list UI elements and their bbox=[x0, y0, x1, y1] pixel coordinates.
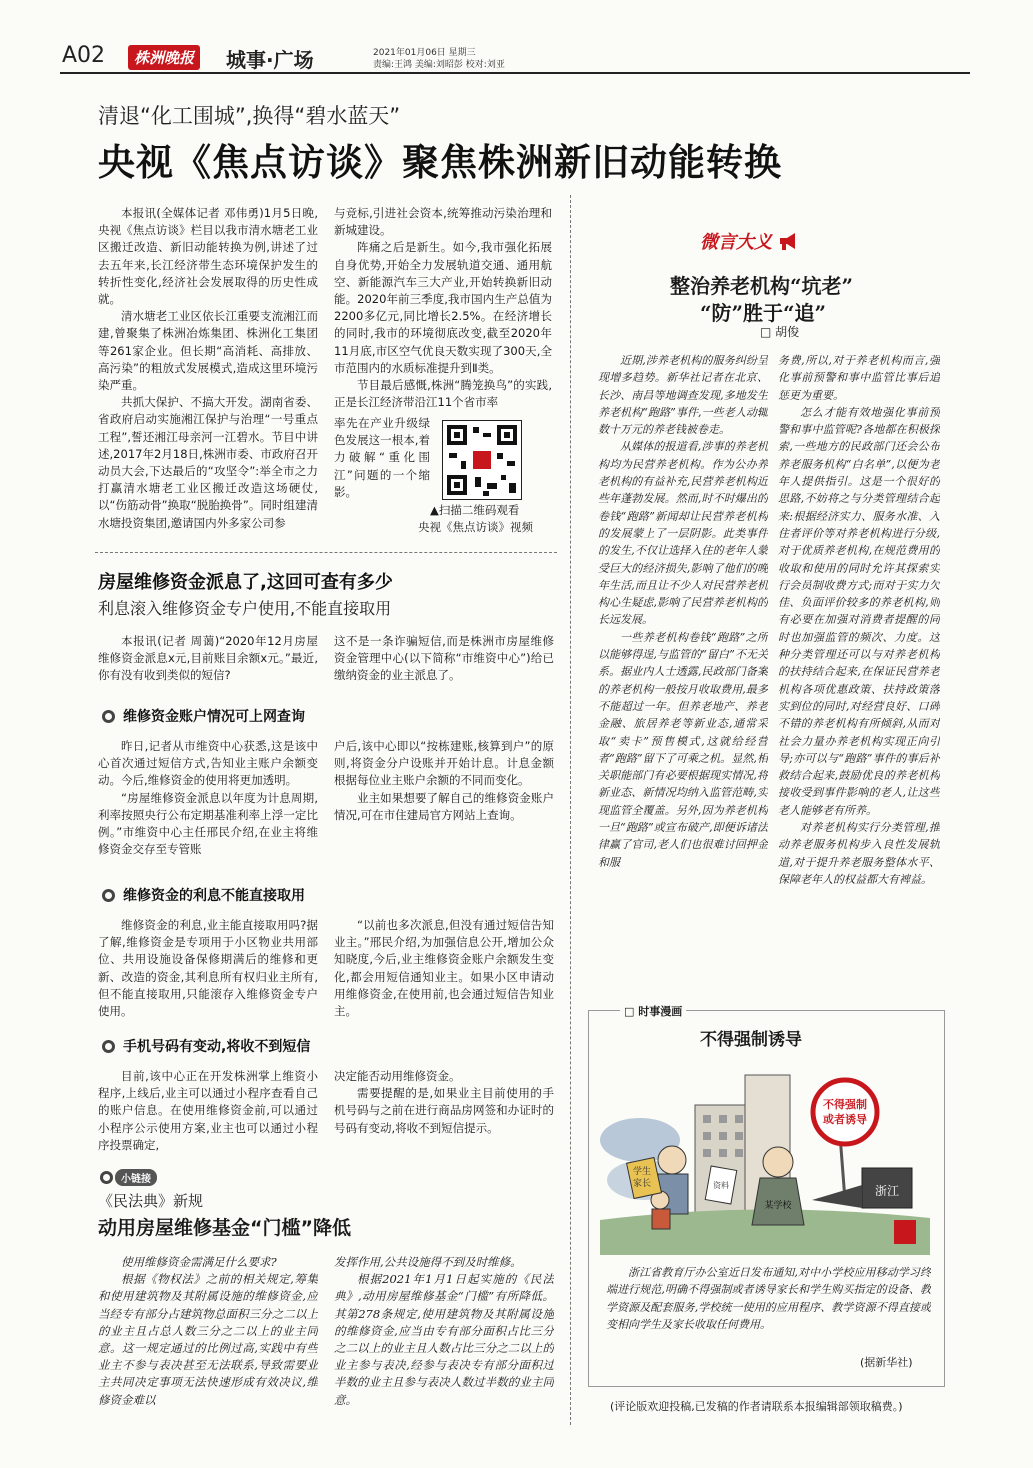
lead-paragraph: 共抓大保护、不搞大开发。湖南省委、省政府启动实施湘江保护与治理“一号重点工程”,誓还湘江母亲河一江碧水。节目中讲述,2017年2月18日,株洲市委、市政府召开动员大会,下达最后的“攻坚令”:举全市之力打赢清水塘老工业区搬迁改造这场硬仗,以“伤筋动骨”换取“脱胎换骨”。同时组建清水塘投资集团,邀请国内外多家公司参 bbox=[98, 395, 318, 530]
repair-section-2-right bbox=[334, 917, 554, 1022]
repair-section-3-right bbox=[334, 1068, 554, 1156]
warning-sign bbox=[813, 1080, 877, 1144]
lead-paragraph: 节目最后感慨,株洲“腾笼换鸟”的实践,正是长江经济带沿江11个省市率 bbox=[334, 378, 552, 410]
bullet-icon bbox=[102, 710, 115, 723]
repair-intro-left bbox=[98, 633, 318, 703]
cartoon-title: 不得强制诱导 bbox=[700, 1030, 802, 1050]
repair-paragraph: 需要提醒的是,如果业主目前使用的手机号码与之前在进行商品房网签和办证时的号码有变动,将收不到短信提示。 bbox=[334, 1086, 554, 1135]
opinion-title-line-1: 整治养老机构“坑老” bbox=[670, 274, 854, 298]
lead-column-2-wrap bbox=[334, 415, 430, 525]
opinion-paragraph: 从媒体的报道看,涉事的养老机构均为民营养老机构。作为公办养老机构的有益补充,民营养老机构近些年蓬勃发展。然而,时不时爆出的卷钱“跑路”新闻却让民营养老机构的发展蒙上了一层阴影。此类事件的发生,不仅让选择入住的老年人蒙受巨大的经济损失,影响了他们的晚年生活,而且让不少人对民营养老机构心生疑虑,影响了民营养老机构的长远发展。 bbox=[598, 440, 768, 627]
opinion-byline: □ 胡俊 bbox=[760, 325, 800, 339]
lead-column-2 bbox=[334, 205, 552, 415]
lead-headline: 央视《焦点访谈》聚焦株洲新旧动能转换 bbox=[98, 141, 782, 184]
repair-section-3-heading: 手机号码有变动,将收不到短信 bbox=[102, 1036, 310, 1056]
header-rule bbox=[60, 72, 970, 74]
link-column-left bbox=[98, 1254, 318, 1424]
link-paragraph: 根据2021年1月1日起实施的《民法典》,动用房屋维修基金“门槛”有所降低。其第278条规定,使用建筑物及其附属设施的维修资金,应当由专有部分面积占比三分之二以上的业主且人数占比三分之二以上的业主参与表决,经参与表决专有部分面积过半数的业主且参与表决人数过半数的业主同意。 bbox=[334, 1272, 554, 1407]
region-label: 浙江 bbox=[874, 1184, 900, 1198]
lead-column-1 bbox=[98, 205, 318, 535]
lead-kicker: 清退“化工围城”,换得“碧水蓝天” bbox=[98, 104, 401, 128]
repair-headline: 房屋维修资金派息了,这回可查有多少 bbox=[98, 572, 393, 593]
sign-text-line-1: 不得强制 bbox=[823, 1098, 867, 1111]
link-paragraph: 发挥作用,公共设施得不到及时维修。 bbox=[334, 1255, 522, 1269]
staff-credits: 责编:王鸿 美编:刘昭彭 校对:刘亚 bbox=[373, 60, 505, 70]
repair-paragraph: 目前,该中心正在开发株洲掌上维资小程序,上线后,业主可以通过小程序查看自己的账户信息。在使用维修资金前,可以通过小程序公示使用方案,业主也可以通过小程序投票确定, bbox=[98, 1069, 318, 1152]
book-label-line-1: 学生 bbox=[632, 1167, 652, 1177]
document-label: 资料 bbox=[713, 1181, 729, 1190]
repair-paragraph: 维修资金的利息,业主能直接取用吗?据了解,维修资金是专项用于小区物业共用部位、共用设施设备保修期满后的维修和更新、改造的资金,其利息所有权归业主所有,但不能直接取用,只能滚存入维修资金专户使用。 bbox=[98, 918, 318, 1019]
issue-date: 2021年01月06日 星期三 bbox=[373, 48, 476, 58]
sign-text-line-2: 或者诱导 bbox=[823, 1113, 867, 1126]
qr-caption-line-2: 央视《焦点访谈》视频 bbox=[418, 520, 533, 534]
repair-section-2-left bbox=[98, 917, 318, 1022]
lead-paragraph: 与竞标,引进社会资本,统筹推动污染治理和新城建设。 bbox=[334, 206, 552, 238]
qr-caption-line-1: ▲扫描二维码观看 bbox=[430, 503, 520, 517]
cartoon-tag: □ 时事漫画 bbox=[620, 1003, 686, 1019]
cartoon-caption-text: 浙江省教育厅办公室近日发布通知,对中小学校应用移动学习终端进行规范,明确不得强制或者诱导家长和学生购买指定的设备、教学资源及配套服务,学校统一使用的应用程序、教学资源不得直接或变相向学生及家长收取任何费用。 bbox=[606, 1266, 931, 1331]
opinion-paragraph: 务费,所以,对于养老机构而言,强化事前预警和事中监管比事后追惩更为重要。 bbox=[778, 354, 940, 402]
repair-paragraph: “以前也多次派息,但没有通过短信告知业主。”邢民介绍,为加强信息公开,增加公众知晓度,今后,业主维修资金账户余额发生变化,都会用短信通知业主。如果小区申请动用维修资金,在使用前,也会通过短信告知业主。 bbox=[334, 918, 554, 1019]
bullet-icon bbox=[102, 889, 115, 902]
cartoon-caption bbox=[606, 1264, 931, 1344]
bullet-icon bbox=[100, 1171, 113, 1184]
repair-intro-right bbox=[334, 633, 554, 703]
opinion-column-left bbox=[598, 352, 768, 994]
opinion-column-right bbox=[778, 352, 940, 994]
opinion-paragraph: 对养老机构实行分类管理,推动养老服务机构步入良性发展轨道,对于提升养老服务整体水平、保障老年人的权益都大有裨益。 bbox=[778, 821, 940, 886]
link-headline: 动用房屋维修基金“门槛”降低 bbox=[98, 1217, 351, 1239]
link-kicker: 《民法典》新规 bbox=[98, 1192, 204, 1210]
masthead-logo: 株洲晚报 bbox=[128, 45, 200, 70]
lead-paragraph: 阵痛之后是新生。如今,我市强化拓展自身优势,开始全力发展轨道交通、通用航空、新能源汽车三大产业,开始转换新旧动能。2020年前三季度,我市国内生产总值为2200多亿元,同比增长2.5%。在经济增长的同时,我市的环境彻底改变,截至2020年11月底,市区空气优良天数实现了300天,全市范围内的水质标准提升到Ⅱ类。 bbox=[334, 240, 552, 375]
repair-paragraph: 户后,该中心即以“按栋建账,核算到户”的原则,将资金分户设账并开始计息。计息金额根据每位业主账户余额的不同而变化。 bbox=[334, 739, 554, 788]
opinion-paragraph: 怎么才能有效地强化事前预警和事中监管呢?各地都在积极探索,一些地方的民政部门还会公布养老服务机构“白名单”,以便为老年人提供指引。这是一个很好的思路,不妨将之与分类管理结合起来:根据经济实力、服务水准、入住者评价等对养老机构进行分级,对于优质养老机构,在规范费用的收取和使用的同时允许其探索实行会员制收费方式;而对于实力欠佳、负面评价较多的养老机构,则有必要在加强对消费者提醒的同时也加强监管的频次、力度。这种分类管理还可以与对养老机构的扶持结合起来,在保证民营养老机构各项优惠政策、扶持政策落实到位的同时,对经营良好、口碑不错的养老机构有所倾斜,从而对社会力量办养老机构实现正向引导;亦可以与“跑路”事件的事后补救结合起来,鼓励优良的养老机构接收受到事件影响的老人,让这些老人能够老有所养。 bbox=[778, 405, 940, 817]
book-label-line-2: 家长 bbox=[632, 1179, 652, 1189]
lead-paragraph: 本报讯(全媒体记者 邓伟勇)1月5日晚,央视《焦点访谈》栏目以我市清水塘老工业区搬迁改造、新旧动能转换为例,讲述了过去五年来,长江经济带生态环境保护发生的转折性变化,经济社会发展取得的历史性成就。 bbox=[98, 206, 318, 307]
repair-paragraph: 这不是一条诈骗短信,而是株洲市房屋维修资金管理中心(以下简称“市维资中心”)给已缴纳资金的业主派息了。 bbox=[334, 634, 554, 683]
lead-paragraph: 清水塘老工业区依长江重要支流湘江而建,曾聚集了株洲冶炼集团、株洲化工集团等261家企业。但长期“高消耗、高排放、高污染”的粗放式发展模式,造成这里环境污染严重。 bbox=[98, 309, 318, 393]
link-column-right bbox=[334, 1254, 554, 1424]
opinion-logo: 微言大义 bbox=[700, 228, 799, 254]
repair-paragraph: 昨日,记者从市维资中心获悉,这是该中心首次通过短信方式,告知业主账户余额变动。今后,维修资金的使用将更加透明。 bbox=[98, 739, 318, 788]
repair-section-1-left bbox=[98, 738, 318, 870]
repair-subtitle: 利息滚入维修资金专户使用,不能直接取用 bbox=[98, 599, 392, 618]
repair-section-3-left bbox=[98, 1068, 318, 1156]
cartoon-credit: (据新华社) bbox=[860, 1356, 913, 1369]
repair-paragraph: 决定能否动用维修资金。 bbox=[334, 1069, 461, 1083]
bullet-icon bbox=[102, 1040, 115, 1053]
repair-paragraph: 本报讯(记者 周蔼)“2020年12月房屋维修资金派息x元,目前账目余额x元。”最近,你有没有收到类似的短信? bbox=[98, 634, 318, 683]
qr-code[interactable] bbox=[442, 420, 522, 500]
megaphone-icon bbox=[777, 230, 799, 252]
school-label: 某学校 bbox=[764, 1201, 792, 1211]
repair-section-1-heading: 维修资金账户情况可上网查询 bbox=[102, 706, 305, 726]
repair-section-1-right bbox=[334, 738, 554, 870]
repair-paragraph: 业主如果想要了解自己的维修资金账户情况,可在市住建局官方网站上查询。 bbox=[334, 790, 554, 822]
repair-paragraph: “房屋维修资金派息以年度为计息周期,利率按照央行公布定期基准利率上浮一定比例。”市维资中心主任邢民介绍,在业主将维修资金交存至专管账 bbox=[98, 790, 318, 857]
column-divider bbox=[570, 195, 571, 1425]
link-paragraph: 使用维修资金需满足什么要求? bbox=[121, 1255, 277, 1269]
page-number: A02 bbox=[62, 43, 106, 68]
story-divider bbox=[95, 552, 557, 553]
lead-paragraph: 率先在产业升级绿色发展这一根本,着力破解“重化围江”问题的一个缩影。 bbox=[334, 416, 430, 499]
opinion-title-line-2: “防”胜于“追” bbox=[700, 301, 827, 325]
cartoon-illustration bbox=[600, 1050, 930, 1255]
link-tag: 小链接 bbox=[100, 1167, 157, 1186]
opinion-paragraph: 一些养老机构卷钱“跑路”之所以能够得逞,与监管的“留白”不无关系。据业内人士透露,民政部门备案的养老机构一般按月收取费用,最多不能超过一年。但养老地产、养老金融、旅居养老等新业态,通常采取“卖卡”预售模式,这就给经营者“跑路”留下了可乘之机。显然,相关职能部门有必要根据现实情况,将新业态、新情况均纳入监管范畴,实现监管全覆盖。另外,因为养老机构一旦“跑路”或宣布破产,即便诉诸法律赢了官司,老人们也很难讨回押金和服 bbox=[598, 630, 768, 869]
section-title: 城事·广场 bbox=[226, 48, 314, 72]
repair-section-2-heading: 维修资金的利息不能直接取用 bbox=[102, 885, 305, 905]
footer-note: (评论版欢迎投稿,已发稿的作者请联系本报编辑部领取稿费。) bbox=[610, 1400, 903, 1413]
link-paragraph: 根据《物权法》之前的相关规定,筹集和使用建筑物及其附属设施的维修资金,应当经专有部分占建筑物总面积三分之二以上的业主且占总人数三分之二以上的业主同意。这一规定通过的比例过高,实践中有些业主不参与表决甚至无法联系,导致需要业主共同决定事项无法快速形成有效决议,维修资金难以 bbox=[98, 1272, 318, 1407]
opinion-paragraph: 近期,涉养老机构的服务纠纷呈现增多趋势。新华社记者在北京、长沙、南昌等地调查发现,多地发生养老机构“跑路”事件,一些老人动辄数十万元的养老钱被卷走。 bbox=[598, 354, 768, 437]
